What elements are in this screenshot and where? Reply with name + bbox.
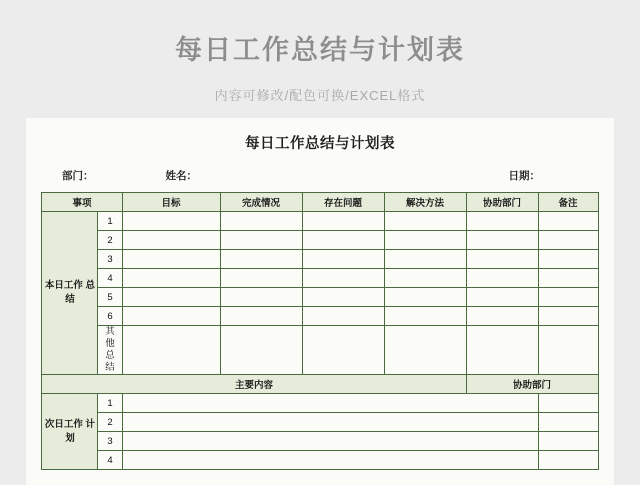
table-row (42, 413, 598, 432)
spreadsheet-sheet (26, 118, 614, 485)
cell-support-dept[interactable] (466, 269, 538, 288)
department-label: 部门： (62, 169, 94, 182)
cell-problem[interactable] (302, 250, 384, 269)
cell-remark[interactable] (538, 326, 598, 375)
date-label: 日期： (508, 169, 540, 182)
cell-support-dept[interactable] (538, 451, 598, 470)
table-row (42, 250, 598, 269)
cell-goal[interactable] (122, 212, 220, 231)
row-number: 4 (98, 269, 122, 288)
cell-solution[interactable] (384, 288, 466, 307)
column-header-item: 事项 (42, 193, 122, 212)
cell-goal[interactable] (122, 288, 220, 307)
cell-support-dept[interactable] (466, 307, 538, 326)
cell-support-dept[interactable] (466, 231, 538, 250)
column-header-problem: 存在问题 (302, 193, 384, 212)
row-number: 2 (98, 231, 122, 250)
page-subtitle: 内容可修改/配色可换/EXCEL格式 (214, 88, 426, 103)
column-header-solution: 解决方法 (384, 193, 466, 212)
cell-remark[interactable] (538, 231, 598, 250)
cell-remark[interactable] (538, 212, 598, 231)
cell-support-dept[interactable] (466, 250, 538, 269)
name-label: 姓名： (165, 169, 197, 182)
section-label-daily-summary: 本日工作 总结 (42, 212, 98, 375)
cell-goal[interactable] (122, 326, 220, 375)
cell-problem[interactable] (302, 307, 384, 326)
cell-solution[interactable] (384, 250, 466, 269)
cell-remark[interactable] (538, 307, 598, 326)
table-row (42, 451, 598, 470)
column-header-completion: 完成情况 (220, 193, 302, 212)
row-number: 1 (98, 394, 122, 413)
sheet-title: 每日工作总结与计划表 (245, 136, 395, 152)
meta-row (26, 167, 614, 183)
cell-completion[interactable] (220, 307, 302, 326)
row-number: 4 (98, 451, 122, 470)
work-summary-table (41, 192, 598, 470)
cell-completion[interactable] (220, 212, 302, 231)
page-title: 每日工作总结与计划表 (175, 35, 465, 65)
cell-completion[interactable] (220, 269, 302, 288)
row-number: 3 (98, 250, 122, 269)
cell-support-dept[interactable] (538, 413, 598, 432)
cell-problem[interactable] (302, 288, 384, 307)
cell-support-dept[interactable] (466, 212, 538, 231)
column-header-goal: 目标 (122, 193, 220, 212)
cell-problem[interactable] (302, 212, 384, 231)
page-header (0, 0, 640, 104)
section2-header-row (42, 375, 598, 394)
cell-problem[interactable] (302, 269, 384, 288)
cell-goal[interactable] (122, 231, 220, 250)
cell-solution[interactable] (384, 307, 466, 326)
cell-goal[interactable] (122, 269, 220, 288)
other-summary-label: 其 他 总 结 (98, 326, 122, 375)
row-number: 5 (98, 288, 122, 307)
cell-completion[interactable] (220, 326, 302, 375)
cell-remark[interactable] (538, 269, 598, 288)
cell-solution[interactable] (384, 326, 466, 375)
table-row (42, 432, 598, 451)
cell-support-dept[interactable] (538, 394, 598, 413)
cell-solution[interactable] (384, 231, 466, 250)
table-row (42, 394, 598, 413)
row-number: 2 (98, 413, 122, 432)
section-label-next-day-plan: 次日工作 计划 (42, 394, 98, 470)
cell-main-content[interactable] (122, 413, 538, 432)
cell-support-dept[interactable] (538, 432, 598, 451)
column-header-remark: 备注 (538, 193, 598, 212)
cell-remark[interactable] (538, 250, 598, 269)
cell-goal[interactable] (122, 250, 220, 269)
cell-completion[interactable] (220, 288, 302, 307)
cell-remark[interactable] (538, 288, 598, 307)
cell-support-dept[interactable] (466, 326, 538, 375)
cell-main-content[interactable] (122, 432, 538, 451)
cell-main-content[interactable] (122, 394, 538, 413)
table-row (42, 307, 598, 326)
column-header-main-content: 主要内容 (42, 375, 466, 394)
table-header-row (42, 193, 598, 212)
cell-main-content[interactable] (122, 451, 538, 470)
cell-completion[interactable] (220, 250, 302, 269)
cell-solution[interactable] (384, 269, 466, 288)
cell-goal[interactable] (122, 307, 220, 326)
column-header-support-dept: 协助部门 (466, 193, 538, 212)
table-row-other-summary (42, 326, 598, 375)
cell-problem[interactable] (302, 326, 384, 375)
table-row (42, 231, 598, 250)
table-row (42, 269, 598, 288)
row-number: 6 (98, 307, 122, 326)
cell-completion[interactable] (220, 231, 302, 250)
cell-solution[interactable] (384, 212, 466, 231)
row-number: 3 (98, 432, 122, 451)
table-row (42, 288, 598, 307)
row-number: 1 (98, 212, 122, 231)
table-row (42, 212, 598, 231)
cell-problem[interactable] (302, 231, 384, 250)
cell-support-dept[interactable] (466, 288, 538, 307)
column-header-support-dept-2: 协助部门 (466, 375, 598, 394)
